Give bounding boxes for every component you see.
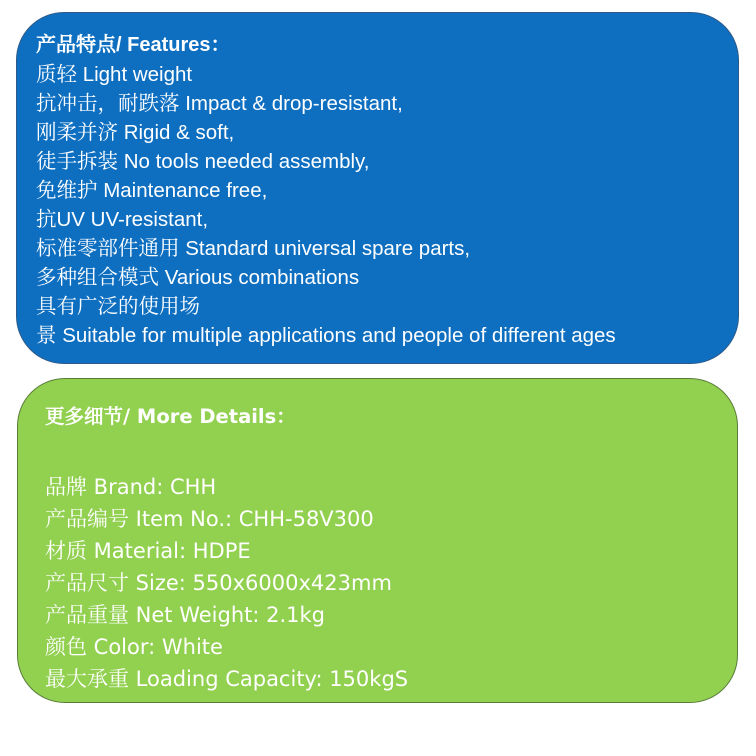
details-title: 更多细节/ More Details：: [45, 405, 296, 428]
detail-item-no: 产品编号 Item No.: CHH-58V300: [45, 507, 374, 531]
feature-line: 具有广泛的使用场: [36, 295, 200, 318]
feature-line: 多种组合模式 Various combinations: [36, 266, 360, 289]
detail-loading-capacity: 最大承重 Loading Capacity: 150kgS: [45, 667, 409, 691]
feature-line: 徒手拆装 No tools needed assembly,: [36, 150, 370, 173]
feature-line: 刚柔并济 Rigid & soft,: [36, 121, 235, 144]
details-panel: [17, 378, 738, 703]
detail-brand: 品牌 Brand: CHH: [45, 475, 217, 499]
features-panel: [16, 12, 739, 364]
feature-line: 抗UV UV-resistant,: [36, 208, 209, 231]
feature-line: 抗冲击，耐跌落 Impact & drop-resistant,: [36, 92, 403, 115]
detail-net-weight: 产品重量 Net Weight: 2.1kg: [45, 603, 326, 627]
features-title: 产品特点/ Features：: [36, 34, 231, 56]
feature-line: 标准零部件通用 Standard universal spare parts,: [36, 237, 471, 260]
detail-material: 材质 Material: HDPE: [45, 539, 251, 563]
feature-line: 免维护 Maintenance free,: [36, 179, 268, 202]
detail-color: 颜色 Color: White: [45, 635, 223, 659]
detail-size: 产品尺寸 Size: 550x6000x423mm: [45, 571, 392, 595]
feature-line: 景 Suitable for multiple applications and people of different ages: [36, 324, 616, 347]
feature-line: 质轻 Light weight: [36, 63, 193, 86]
